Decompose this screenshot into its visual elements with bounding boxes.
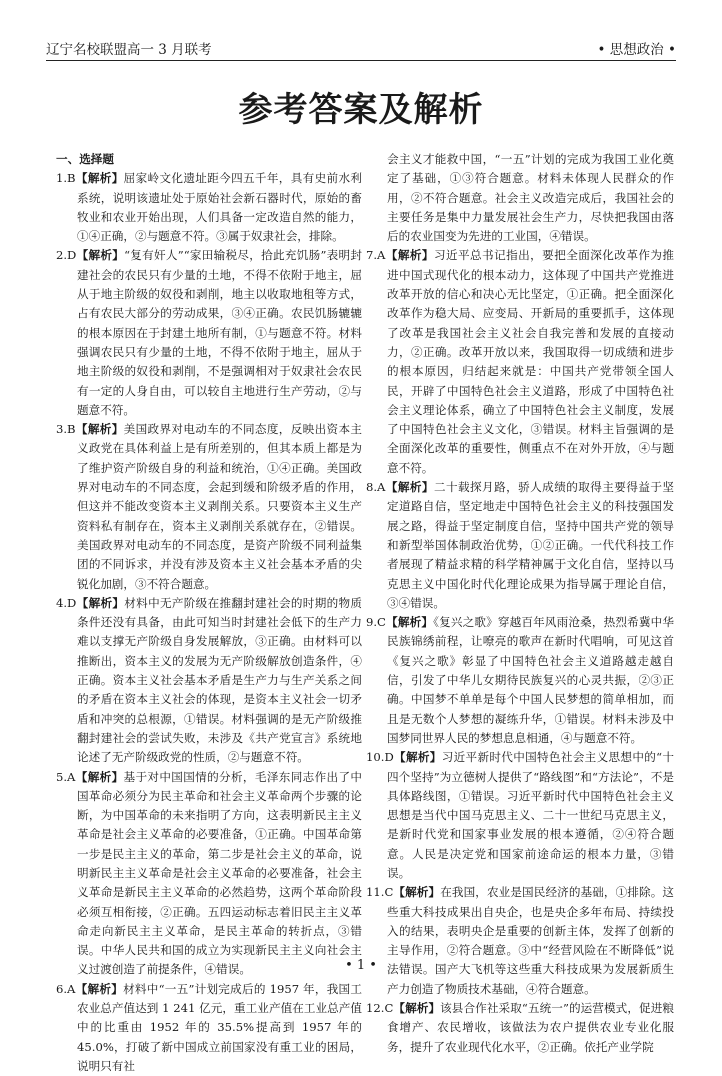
- answer-item: [366, 613, 674, 748]
- section-heading: 一、选择题: [56, 152, 114, 166]
- answer-number: 8.A: [366, 480, 386, 495]
- answer-item: [56, 420, 362, 594]
- analysis-tag: 【解析】: [385, 615, 434, 630]
- answer-text: 美国政界对电动车的不同态度，反映出资本主义政党在具体利益上是有所差别的，但其本质上都是为了维护资产阶级自身的利益和统治，①④正确。美国政界对电动车的不同态度，会起到缓和阶级矛盾的作用，但这并不能改变资本主义剥削关系。只要资本主义生产资料私有制存在，资本主义剥削关系就存在，②错误。美国政界对电动车的不同态度，是资产阶级不同利益集团的不同诉求，并没有涉及资本主义社会基本矛盾的尖锐化加剧，③不符合题意。: [77, 422, 362, 591]
- analysis-tag: 【解析】: [393, 750, 442, 765]
- answer-text: 二十载探月路，骄人成绩的取得主要得益于坚定道路自信，坚定地走中国特色社会主义的科技强国发展之路，得益于坚定制度自信，坚持中国共产党的领导和新型举国体制政治优势，①②正确。一代代科技工作者展现了精益求精的科学精神属于文化自信，坚持以马克思主义中国化时代化理论成果为指导属于理论自信，③④错误。: [387, 480, 674, 610]
- answer-number: 9.C: [366, 615, 386, 630]
- analysis-tag: 【解析】: [393, 1001, 441, 1016]
- answer-number: 2.D: [56, 248, 77, 263]
- page-number: • 1 •: [345, 958, 377, 973]
- analysis-tag: 【解析】: [75, 171, 124, 186]
- analysis-tag: 【解析】: [75, 422, 124, 437]
- header-exam-name: 辽宁名校联盟高一 3 月联考: [46, 42, 212, 58]
- answer-number: 4.D: [56, 595, 77, 610]
- analysis-tag: 【解析】: [76, 248, 125, 263]
- answer-item: [56, 594, 362, 768]
- answer-item: [366, 748, 674, 883]
- answer-item: [366, 883, 674, 999]
- answer-item: [56, 768, 362, 980]
- answer-number: 7.A: [366, 248, 386, 263]
- answer-text: 材料中“一五”计划完成后的 1957 年，我国工农业总产值达到 1 241 亿元，重工业产值在工业总产值中的比重由 1952 年的 35.5%提高到 1957 年的 45.0%，打破了新中国成立前国家没有重工业的困局，说明只有社: [77, 981, 362, 1073]
- answer-item: [366, 246, 674, 478]
- answer-item: [56, 246, 362, 420]
- answer-number: 12.C: [366, 1001, 394, 1016]
- analysis-tag: 【解析】: [75, 769, 124, 784]
- answer-text: 基于对中国国情的分析，毛泽东同志作出了中国革命必须分为民主革命和社会主义革命两个步骤的论断，为中国革命的未来指明了方向，这表明新民主主义革命是社会主义革命的必要准备，①正确。中国革命第一步是民主主义的革命，第二步是社会主义的革命，说明新民主主义革命是社会主义革命的必要准备，社会主义革命是新民主主义革命的必然趋势，这两个革命阶段必须互相衔接，②正确。五四运动标志着旧民主主义革命走向新民主主义革命，是民主革命的转折点，③错误。中华人民共和国的成立为实现新民主主义向社会主义过渡创造了前提条件，④错误。: [77, 769, 362, 977]
- analysis-tag: 【解析】: [385, 480, 434, 495]
- answer-continuation: 会主义才能救中国，“一五”计划的完成为我国工业化奠定了基础，①③符合题意。材料未体现人民群众的作用，②不符合题意。社会主义改造完成后，我国社会的主要任务是集中力量发展社会生产力，尽快把我国由落后的农业国变为先进的工业国，④错误。: [387, 152, 674, 244]
- answer-number: 3.B: [56, 422, 76, 437]
- answer-item: [366, 478, 674, 613]
- answer-number: 10.D: [366, 750, 394, 765]
- analysis-tag: 【解析】: [385, 248, 434, 263]
- answer-number: 5.A: [56, 769, 76, 784]
- answer-item: [56, 980, 362, 1076]
- answer-item: [366, 999, 674, 1057]
- analysis-tag: 【解析】: [76, 595, 125, 610]
- header-divider: [46, 60, 676, 61]
- page-title: 参考答案及解析: [238, 90, 484, 130]
- answer-text: 该县合作社采取“五统一”的运营模式，促进粮食增产、农民增收，该做法为农户提供农业专业化服务，提升了农业现代化水平，②正确。依托产业学院: [387, 1001, 674, 1054]
- answer-text: 习近平新时代中国特色社会主义思想中的“十四个坚持”为立德树人提供了“路线图”和“方法论”，不是具体路线图，①错误。习近平新时代中国特色社会主义思想是当代中国马克思主义、二十一世纪马克思主义，是新时代党和国家事业发展的根本遵循，②④符合题意。人民是决定党和国家前途命运的根本力量，③错误。: [387, 750, 674, 880]
- answer-text: “复有奸人”“家田输税尽，拾此充饥肠”表明封建社会的农民只有少量的土地，不得不依附于地主，屈从于地主阶级的奴役和剥削，地主以收取地租等方式，占有农民大部分的劳动成果，③④正确。农民饥肠辘辘的根本原因在于封建土地所有制，①与题意不符。材料强调农民只有少量的土地，不得不依附于地主，屈从于地主阶级的奴役和剥削，不是强调相对于奴隶社会农民有一定的人身自由，可以较自主地进行生产劳动，②与题意不符。: [77, 248, 362, 417]
- right-column: [366, 150, 674, 1057]
- header-subject: • 思想政治 •: [597, 42, 676, 58]
- answer-text: 《复兴之歌》穿越百年风雨沧桑，热烈希冀中华民族锦绣前程，让嘹亮的歌声在新时代唱响，可见这首《复兴之歌》彰显了中国特色社会主义道路越走越自信，引发了中华儿女期待民族复兴的心灵共振，②③正确。中国梦不单单是每个中国人民梦想的简单相加，而且是无数个人梦想的凝练升华，①错误。材料未涉及中国梦同世界人民的梦想息息相通，④与题意不符。: [387, 615, 674, 745]
- answer-text: 屈家岭文化遗址距今四五千年，具有史前水利系统，说明该遗址处于原始社会新石器时代，原始的畜牧业和农业开始出现，人们具备一定改造自然的能力，①④正确，②与题意不符。③属于奴隶社会，排除。: [77, 171, 362, 244]
- analysis-tag: 【解析】: [393, 885, 441, 900]
- answer-item: [56, 169, 362, 246]
- analysis-tag: 【解析】: [75, 981, 124, 996]
- answer-number: 11.C: [366, 885, 394, 900]
- answer-number: 6.A: [56, 981, 76, 996]
- answer-text: 材料中无产阶级在推翻封建社会的时期的物质条件还没有具备，由此可知当时封建社会低下的生产力难以支撑无产阶级自身发展解放，③正确。由材料可以推断出，资本主义的发展为无产阶级解放创造条件，④正确。资本主义社会基本矛盾是生产力与生产关系之间的矛盾在资本主义社会的体现，是资本主义社会一切矛盾和冲突的总根源，①错误。材料强调的是无产阶级推翻封建社会的尝试失败，未涉及《共产党宣言》系统地论述了无产阶级政党的性质，②与题意不符。: [77, 595, 362, 765]
- answer-number: 1.B: [56, 171, 76, 186]
- left-column: [56, 150, 362, 1076]
- page-header: [46, 38, 676, 58]
- answer-text: 习近平总书记指出，要把全面深化改革作为推进中国式现代化的根本动力，这体现了中国共产党推进改革开放的信心和决心无比坚定，①正确。把全面深化改革作为稳大局、应变局、开新局的重要抓手，这体现了改革是我国社会主义社会自我完善和发展的直接动力，②正确。改革开放以来，我国取得一切成绩和进步的根本原因，归结起来就是：中国共产党带领全国人民，开辟了中国特色社会主义道路，形成了中国特色社会主义理论体系，确立了中国特色社会主义制度，发展了中国特色社会主义文化，③错误。材料主旨强调的是全面深化改革的重要性，侧重点不在对外开放，④与题意不符。: [387, 248, 674, 475]
- answer-text: 在我国，农业是国民经济的基础，①排除。这些重大科技成果出自央企，也是央企多年布局、持续投入的结果，表明央企是重要的创新主体，发挥了创新的主导作用，②符合题意。③中“经营风险在不断降低”说法错误。国产大飞机等这些重大科技成果为发展新质生产力创造了物质技术基础，④符合题意。: [387, 885, 674, 996]
